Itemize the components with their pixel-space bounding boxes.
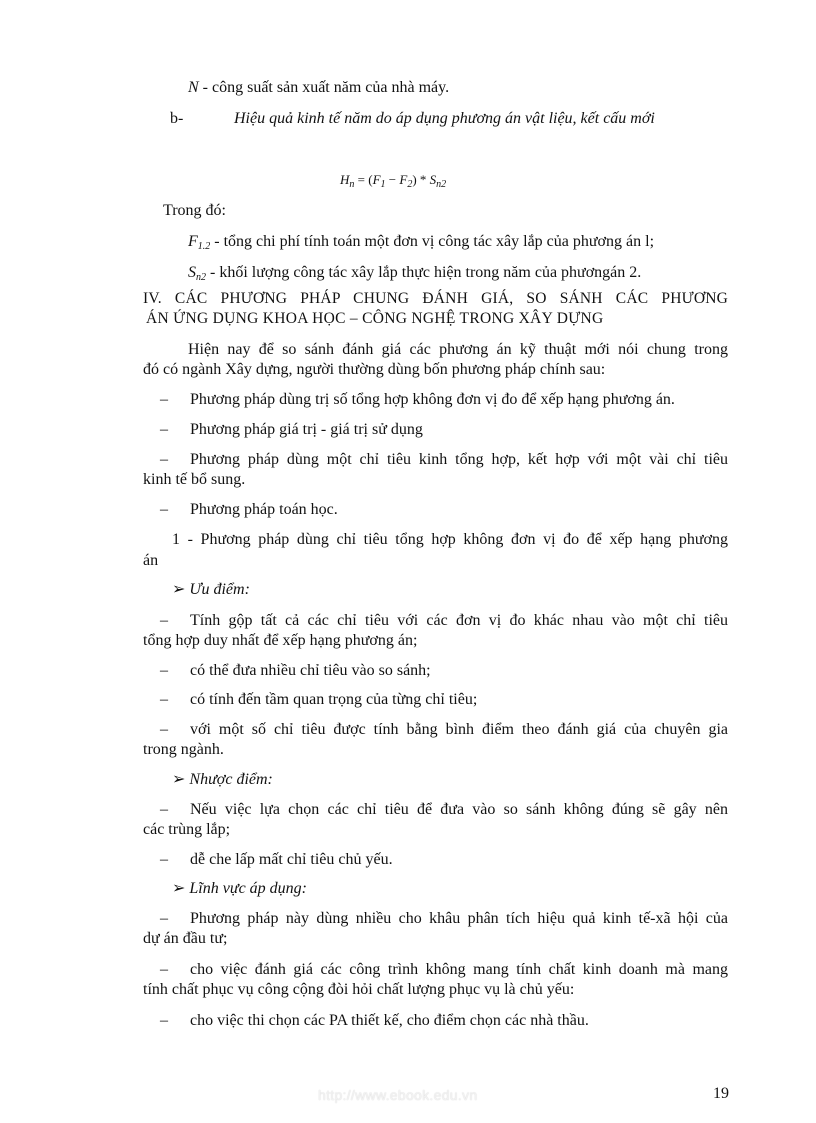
method-text: Phương pháp dùng trị số tổng hợp không đơn vị đo để xếp hạng phương án. [190,391,675,408]
disadvantage-item [160,800,728,820]
advantages-title-text: Ưu điểm: [189,581,250,598]
advantage-text: với một số chỉ tiêu được tính bằng bình điểm theo đánh giá của chuyên gia [190,721,728,738]
formula-s-sub: n2 [436,179,447,190]
dash: – [160,501,168,518]
f12-definition [188,232,654,257]
method-text: Phương pháp giá trị - giá trị sử dụng [190,421,423,438]
n-definition [188,78,449,98]
section1-title-line1: 1 - Phương pháp dùng chỉ tiêu tổng hợp không đơn vị đo để xếp hạng phương [172,531,728,548]
trong-do-label: Trong đó: [163,202,226,219]
formula-eq: = ( [357,172,373,187]
application-continuation: tính chất phục vụ công cộng đòi hỏi chất lượng phục vụ là chủ yếu: [143,981,575,998]
disadvantage-text: Nếu việc lựa chọn các chỉ tiêu để đưa vào so sánh không đúng sẽ gây nên [190,801,728,818]
dash: – [160,612,168,629]
formula-f2: F [399,172,408,187]
arrow-icon: ➢ [172,581,186,598]
advantage-item [160,720,728,740]
f12-sub: 1.2 [197,241,211,252]
dash: – [160,910,168,927]
sn2-symbol: S [188,264,196,281]
sn2-sub: n2 [196,272,206,283]
dash: – [160,961,168,978]
formula-h: H [340,172,350,187]
method-item [160,420,423,440]
method-text: Phương pháp toán học. [190,501,338,518]
advantage-text: có tính đến tầm quan trọng của từng chỉ tiêu; [190,691,478,708]
formula-close: ) * [412,172,430,187]
advantage-continuation: tổng hợp duy nhất để xếp hạng phương án; [143,632,418,649]
dash: – [160,691,168,708]
advantage-item [160,661,431,681]
disadvantage-item [160,850,393,870]
dash: – [160,1012,168,1029]
application-text: Phương pháp này dùng nhiều cho khâu phân tích hiệu quả kinh tế-xã hội của [190,910,728,927]
intro-line1: Hiện nay để so sánh đánh giá các phương án kỹ thuật mới nói chung trong [188,341,728,358]
application-text: cho việc đánh giá các công trình không mang tính chất kinh doanh mà mang [190,961,728,978]
application-item [160,1011,589,1031]
dash: – [160,801,168,818]
method-item [160,500,338,520]
applications-title [172,879,307,899]
application-continuation: dự án đầu tư; [143,930,228,947]
advantage-continuation: trong ngành. [143,741,224,758]
sn2-definition [188,263,641,288]
dash: – [160,421,168,438]
advantage-item [160,611,728,631]
formula-minus: − [385,172,400,187]
page-number: 19 [713,1085,729,1102]
section-heading-line2: ÁN ỨNG DỤNG KHOA HỌC – CÔNG NGHỆ TRONG XÂY DỰNG [146,310,604,327]
applications-title-text: Lĩnh vực áp dụng: [189,880,308,897]
f12-symbol: F [188,233,198,250]
dash: – [160,662,168,679]
f12-text: - tổng chi phí tính toán một đơn vị công tác xây lắp của phương án l; [210,233,655,250]
application-item [160,960,728,980]
formula-f1-sub: 1 [380,179,386,190]
intro-line2: đó có ngành Xây dựng, người thường dùng bốn phương pháp chính sau: [143,361,606,378]
formula-f1: F [372,172,381,187]
formula [340,170,446,195]
dash: – [160,851,168,868]
n-definition-text: - công suất sản xuất năm của nhà máy. [198,79,450,96]
dash: – [160,451,168,468]
method-item [160,390,675,410]
advantage-item [160,690,477,710]
footer-url[interactable]: http://www.ebook.edu.vn [318,1087,478,1103]
arrow-icon: ➢ [172,771,186,788]
method-item [160,450,728,470]
b-title: Hiệu quả kinh tế năm do áp dụng phương án vật liệu, kết cấu mới [234,110,655,127]
disadvantage-continuation: các trùng lắp; [143,821,231,838]
n-symbol: N [188,79,199,96]
arrow-icon: ➢ [172,880,186,897]
advantage-text: có thể đưa nhiều chỉ tiêu vào so sánh; [190,662,431,679]
advantages-title [172,580,250,600]
application-item [160,909,728,929]
section1-title-line2: án [143,552,159,569]
method-continuation: kinh tế bổ sung. [143,471,246,488]
disadvantage-text: dễ che lấp mất chỉ tiêu chủ yếu. [190,851,393,868]
method-text: Phương pháp dùng một chỉ tiêu kinh tổng hợp, kết hợp với một vài chỉ tiêu [190,451,728,468]
dash: – [160,721,168,738]
disadvantages-title [172,770,273,790]
advantage-text: Tính gộp tất cả các chỉ tiêu với các đơn vị đo khác nhau vào một chỉ tiêu [190,612,728,629]
b-label: b- [170,110,184,127]
formula-s: S [429,172,437,187]
disadvantages-title-text: Nhược điểm: [189,771,273,788]
dash: – [160,391,168,408]
formula-h-sub: n [349,179,355,190]
sn2-text: - khối lượng công tác xây lắp thực hiện trong năm của phươngán 2. [206,264,642,281]
section-heading-line1: IV. CÁC PHƯƠNG PHÁP CHUNG ĐÁNH GIÁ, SO SÁNH CÁC PHƯƠNG [143,290,728,307]
formula-f2-sub: 2 [407,179,413,190]
application-text: cho việc thi chọn các PA thiết kế, cho điểm chọn các nhà thầu. [190,1012,589,1029]
